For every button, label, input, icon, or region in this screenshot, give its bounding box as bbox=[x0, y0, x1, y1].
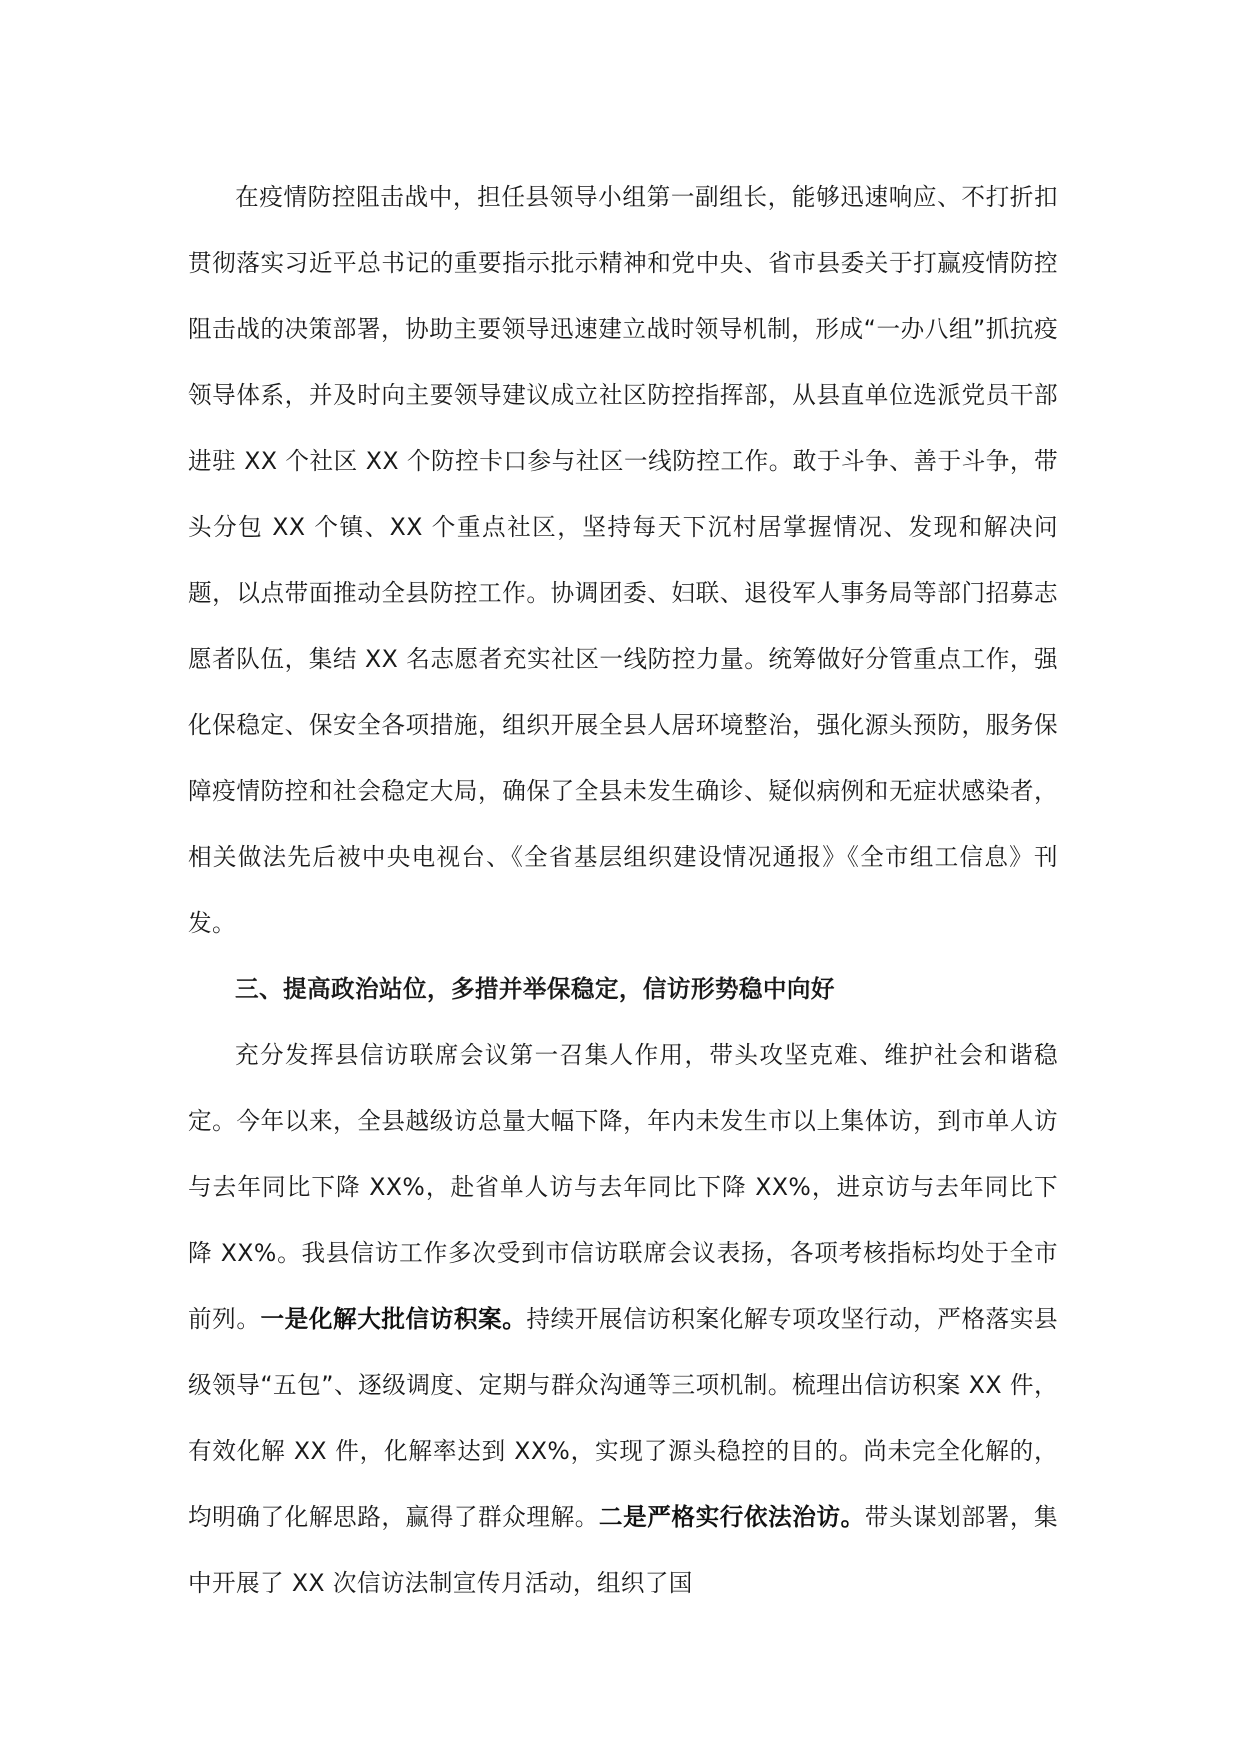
section-heading-text: 三、提高政治站位，多措并举保稳定，信访形势稳中向好 bbox=[235, 975, 835, 1003]
bold-point-2: 二是严格实行依法治访。 bbox=[598, 1503, 865, 1531]
paragraph-text: 充分发挥县信访联席会议第一召集人作用，带头攻坚克难、维护社会和谐稳定。今年以来，全县越级访总量大幅下降，年内未发生市以上集体访，到市单人访与去年同比下降 XX%，赴省单人访与去年同比下降 XX%，进京访与去年同比下降 XX%。我县信访工作多次受到市信访联席会议表扬，各项考核指标均处于全市前列。 bbox=[188, 1041, 1058, 1333]
paragraph-text: 带头谋划部署，集中开展了 XX 次信访法制宣传月活动，组织了国 bbox=[188, 1503, 1058, 1597]
body-paragraph bbox=[188, 164, 1058, 956]
bold-point-1: 一是化解大批信访积案。 bbox=[260, 1305, 527, 1333]
paragraph-text: 在疫情防控阻击战中，担任县领导小组第一副组长，能够迅速响应、不打折扣贯彻落实习近平总书记的重要指示批示精神和党中央、省市县委关于打赢疫情防控阻击战的决策部署，协助主要领导迅速建立战时领导机制，形成“一办八组”抓抗疫领导体系，并及时向主要领导建议成立社区防控指挥部，从县直单位选派党员干部进驻 XX 个社区 XX 个防控卡口参与社区一线防控工作。敢于斗争、善于斗争，带头分包 XX 个镇、XX 个重点社区，坚持每天下沉村居掌握情况、发现和解决问题，以点带面推动全县防控工作。协调团委、妇联、退役军人事务局等部门招募志愿者队伍，集结 XX 名志愿者充实社区一线防控力量。统筹做好分管重点工作，强化保稳定、保安全各项措施，组织开展全县人居环境整治，强化源头预防，服务保障疫情防控和社会稳定大局，确保了全县未发生确诊、疑似病例和无症状感染者，相关做法先后被中央电视台、《全省基层组织建设情况通报》《全市组工信息》刊发。 bbox=[188, 183, 1058, 937]
body-paragraph bbox=[188, 1022, 1058, 1616]
paragraph-text: 持续开展信访积案化解专项攻坚行动，严格落实县级领导“五包”、逐级调度、定期与群众沟通等三项机制。梳理出信访积案 XX 件，有效化解 XX 件，化解率达到 XX%，实现了源头稳控的目的。尚未完全化解的，均明确了化解思路，赢得了群众理解。 bbox=[188, 1305, 1058, 1531]
section-heading bbox=[188, 956, 1058, 1022]
document-page bbox=[188, 164, 1058, 1616]
